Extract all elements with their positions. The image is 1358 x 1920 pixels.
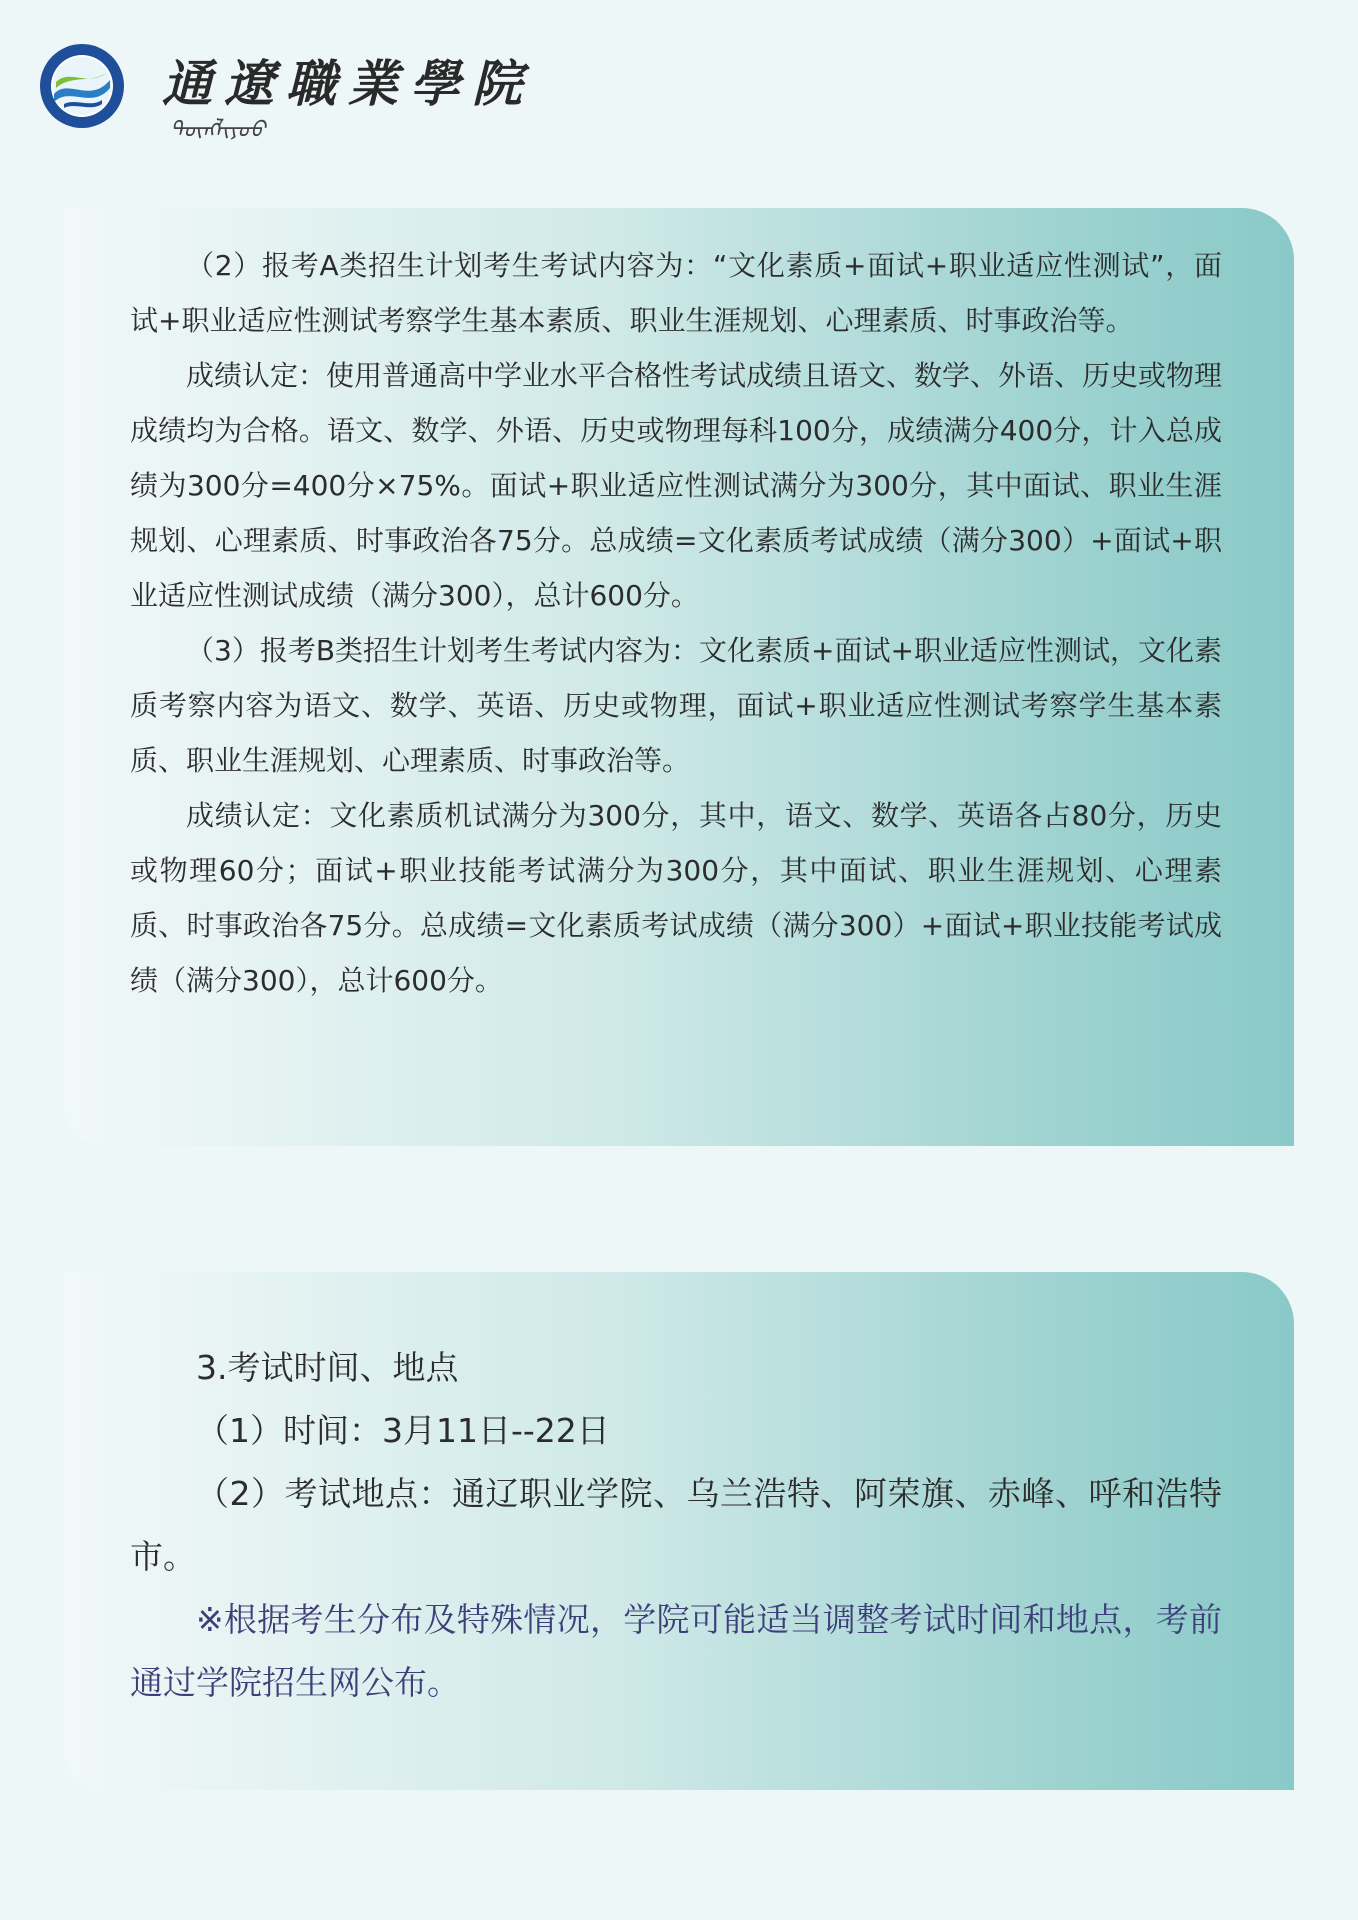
section-heading: 3.考试时间、地点 (196, 1348, 459, 1387)
exam-time-place-card (64, 1272, 1294, 1790)
plan-b-score-rules: 成绩认定：文化素质机试满分为300分，其中，语文、数学、英语各占80分，历史或物理60分；面试+职业技能考试满分为300分，其中面试、职业生涯规划、心理素质、时事政治各75分。总成绩=文化素质考试成绩（满分300）+面试+职业技能考试成绩（满分300），总计600分。 (130, 799, 1222, 997)
exam-content-card (64, 208, 1294, 1146)
plan-a-score-rules: 成绩认定：使用普通高中学业水平合格性考试成绩且语文、数学、外语、历史或物理成绩均为合格。语文、数学、外语、历史或物理每科100分，成绩满分400分，计入总成绩为300分=400分×75%。面试+职业适应性测试满分为300分，其中面试、职业生涯规划、心理素质、时事政治各75分。总成绩=文化素质考试成绩（满分300）+面试+职业适应性测试成绩（满分300），总计600分。 (130, 359, 1223, 612)
exam-time: （1）时间：3月11日--22日 (196, 1411, 610, 1450)
college-name-calligraphy: 通遼職業學院 (162, 54, 534, 113)
college-name-mongolian-script: ᠲᠦᠩᠯᠢᠶᠣᠣ (170, 118, 266, 143)
plan-a-exam-content: （2）报考A类招生计划考生考试内容为：“文化素质+面试+职业适应性测试”，面试+职业适应性测试考察学生基本素质、职业生涯规划、心理素质、时事政治等。 (130, 249, 1222, 337)
college-logo-icon (38, 42, 126, 130)
adjustment-note: ※根据考生分布及特殊情况，学院可能适当调整考试时间和地点，考前通过学院招生网公布。 (130, 1600, 1222, 1702)
exam-place: （2）考试地点：通辽职业学院、乌兰浩特、阿荣旗、赤峰、呼和浩特市。 (130, 1474, 1222, 1576)
plan-b-exam-content: （3）报考B类招生计划考生考试内容为：文化素质+面试+职业适应性测试，文化素质考察内容为语文、数学、英语、历史或物理，面试+职业适应性测试考察学生基本素质、职业生涯规划、心理素质、时事政治等。 (130, 634, 1222, 777)
